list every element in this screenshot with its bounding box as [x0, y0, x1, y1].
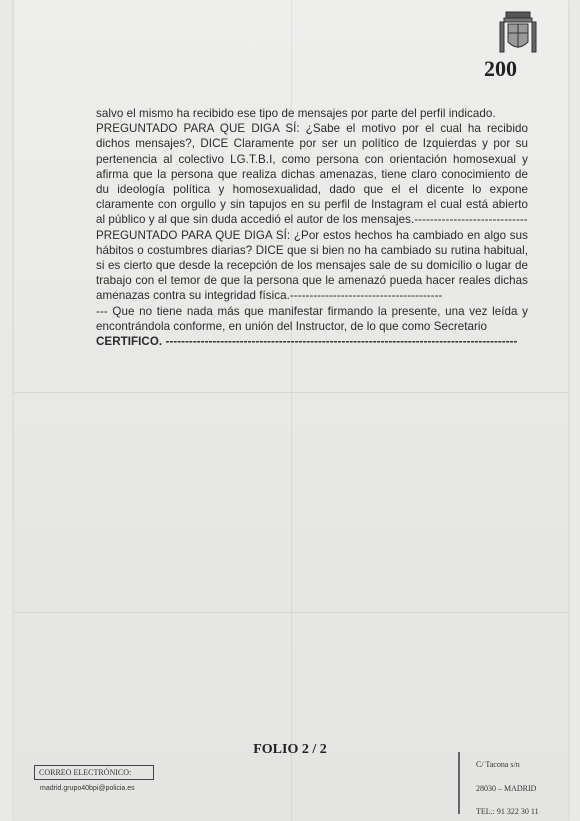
coat-of-arms-seal-icon	[482, 10, 554, 82]
body-paragraph: salvo el mismo ha recibido ese tipo de mensajes por parte del perfil indicado.	[96, 107, 496, 120]
body-paragraph: PREGUNTADO PARA QUE DIGA SÍ: ¿Sabe el motivo por el cual ha recibido dichos mensajes?, DICE Claramente por ser un político de Izquierdas y por su pertenencia al colectivo LG.T.B.I, como persona con orientación homosexual y afirma que la persona que realiza dichas amenazas, tiene claro conocimiento de du ideología política y homosexualidad, dado que el el dicente lo expone claramente con orgullo y sin tapujos en su perfil de Instagram el cual está abierto al público y al que sin duda accedió el autor de los mensajes.-----------------------------	[96, 122, 528, 227]
document-body	[96, 106, 528, 349]
body-paragraph: PREGUNTADO PARA QUE DIGA SÍ: ¿Por estos hechos ha cambiado en algo sus hábitos o costumbres diarias? DICE que si bien no ha cambiado su rutina habitual, si es cierto que desde la recepción de los mensajes sale de su domicilio o lugar de trabajo con el temor de que la persona que le amenazó pueda hacer reales dichas amenazas contra su integridad física.---------------------------------------	[96, 228, 528, 303]
certifico-line: CERTIFICO. ------------------------------------------------------------------------------------------	[96, 335, 518, 349]
folio-number: FOLIO 2 / 2	[253, 742, 327, 757]
email-label: CORREO ELECTRÓNICO:	[34, 765, 154, 780]
address-line: C/ Tacona s/n	[476, 760, 520, 769]
body-paragraph: --- Que no tiene nada más que manifestar firmando la presente, una vez leída y encontrándola conforme, en unión del Instructor, de lo que como Secretario	[96, 304, 528, 333]
seal-year: 200	[484, 56, 517, 81]
address-line: 28030 – MADRID	[476, 784, 537, 793]
address-line: TEL.: 91 322 30 11	[476, 807, 539, 816]
email-address: madrid.grupo40bpi@policia.es	[40, 785, 135, 792]
address-divider	[458, 752, 460, 814]
